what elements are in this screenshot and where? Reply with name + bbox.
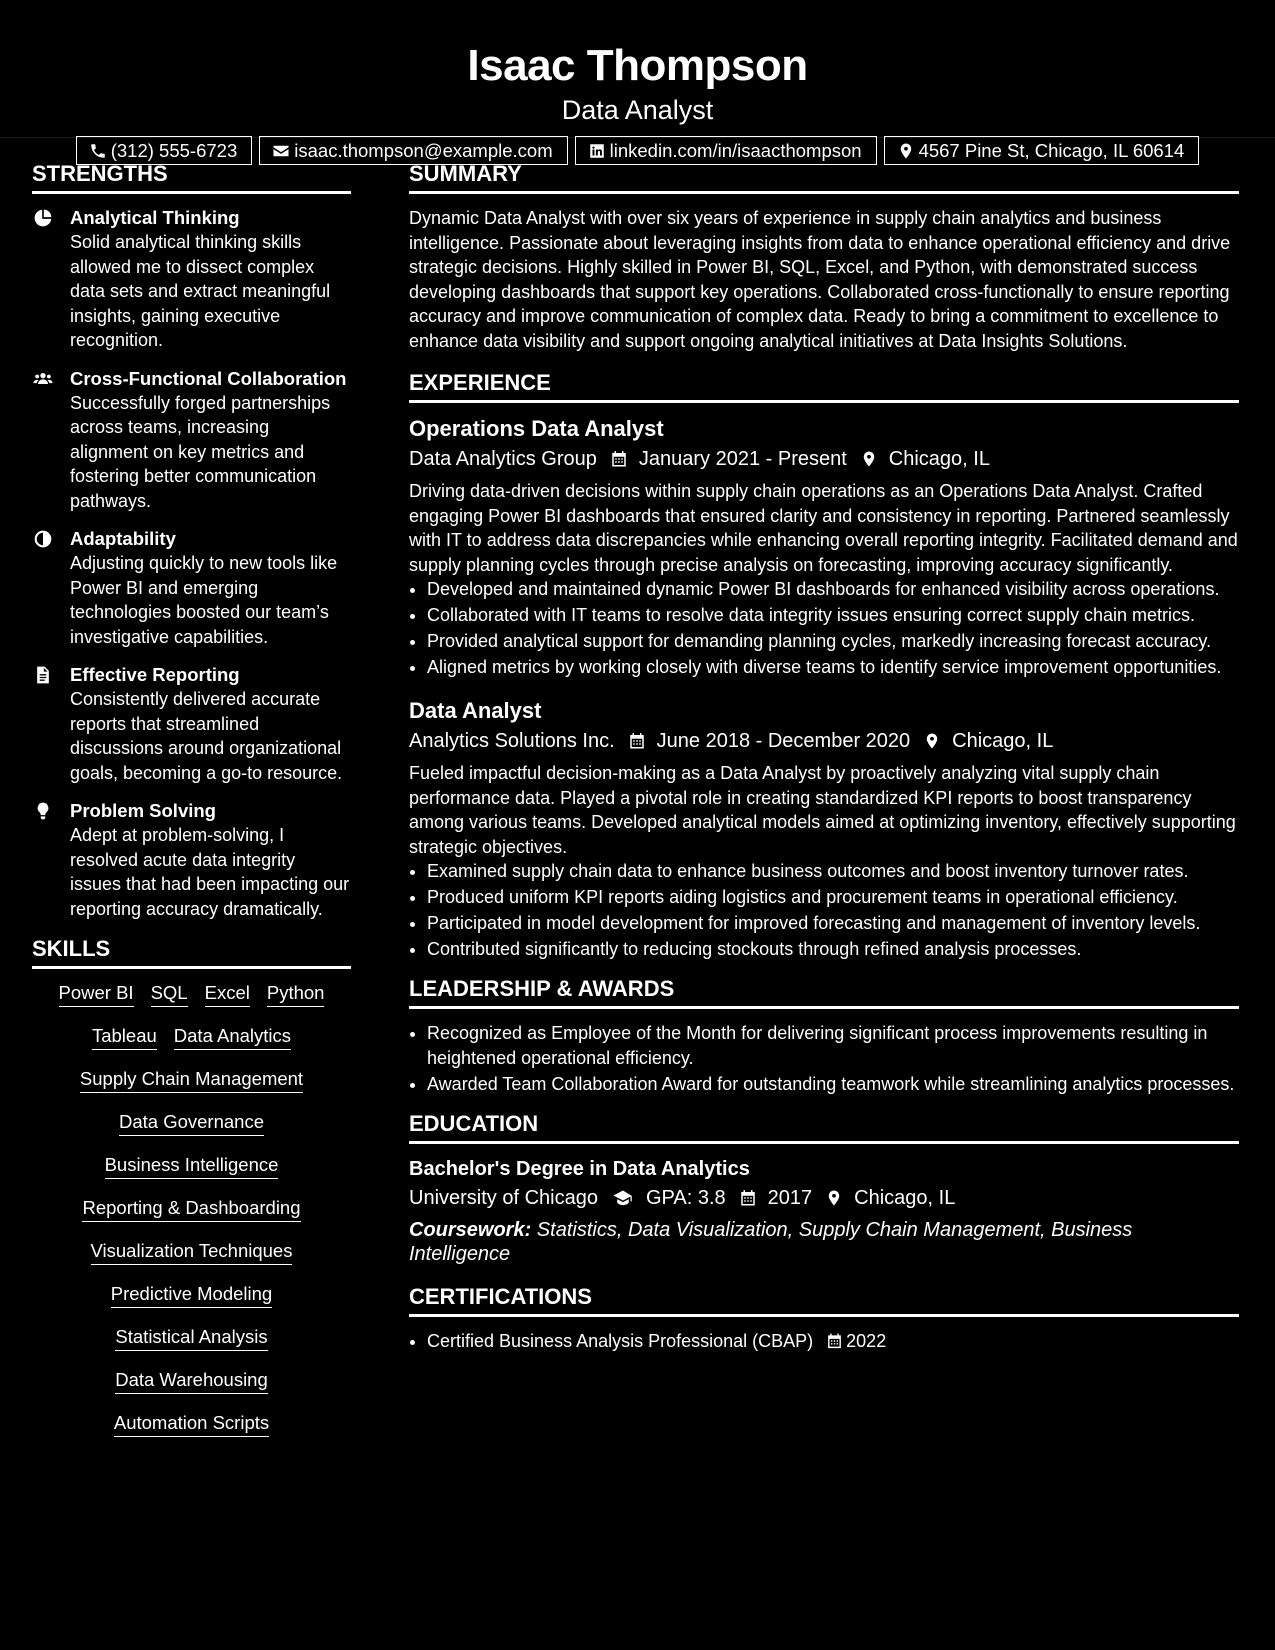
cert-name: • Certified Business Analysis Professional (CBAP)	[427, 1330, 814, 1351]
list-item: • Aligned metrics by working closely with diverse teams to identify service improvement opportunities.	[427, 655, 1239, 680]
coursework	[409, 1218, 1239, 1267]
list-item: • Examined supply chain data to enhance business outcomes and boost inventory turnover rates.	[427, 859, 1239, 884]
education-location: Chicago, IL	[854, 1186, 956, 1209]
summary-heading: SUMMARY	[409, 160, 1239, 194]
strength-item	[32, 527, 351, 649]
strength-item	[32, 367, 351, 514]
skill-tag: Excel	[205, 981, 250, 1007]
strength-title: Adaptability	[70, 528, 176, 549]
resume-header	[0, 0, 1275, 161]
graduation-cap-icon	[611, 1188, 635, 1208]
list-item: • Developed and maintained dynamic Power BI dashboards for enhanced visibility across operations.	[427, 577, 1239, 602]
lightbulb-icon	[32, 801, 54, 821]
skill-tag: Power BI	[59, 981, 134, 1007]
skills-list	[32, 981, 351, 1437]
coursework-text: Statistics, Data Visualization, Supply Chain Management, Business Intelligence	[409, 1218, 1133, 1265]
job-title: Data Analyst	[409, 698, 542, 723]
map-pin-icon	[923, 731, 941, 751]
list-item: • Produced uniform KPI reports aiding logistics and procurement teams in operational efficiency.	[427, 885, 1239, 910]
list-item: • Awarded Team Collaboration Award for outstanding teamwork while streamlining analytics processes.	[427, 1072, 1239, 1097]
education-item	[409, 1156, 1239, 1267]
degree-title: Bachelor's Degree in Data Analytics	[409, 1157, 750, 1180]
strength-title: Problem Solving	[70, 800, 216, 821]
linkedin-text: linkedin.com/in/isaacthompson	[609, 139, 862, 161]
adjust-icon	[32, 529, 54, 549]
strength-desc: Successfully forged partnerships across teams, increasing alignment on key metrics and fostering better communication pathways.	[70, 392, 331, 511]
coursework-label: Coursework:	[409, 1218, 532, 1241]
email-text: isaac.thompson@example.com	[294, 139, 553, 161]
strength-item	[32, 206, 351, 353]
skill-tag: Visualization Techniques	[91, 1239, 293, 1265]
strength-desc: Solid analytical thinking skills allowed me to dissect complex data sets and extract meaningful insights, gaining executive recognition.	[70, 232, 331, 350]
skill-tag: SQL	[151, 981, 188, 1007]
certifications-list	[409, 1329, 1239, 1354]
job-title: Operations Data Analyst	[409, 416, 664, 441]
calendar-icon	[826, 1332, 843, 1350]
leadership-list	[409, 1021, 1239, 1096]
job-description: Driving data-driven decisions within supply chain operations as an Operations Data Analyst. Crafted engaging Power BI dashboards that ensured clarity and consistency in reporting. Partnered seamlessly with IT to address data discrepancies while enhancing overall reporting integrity. Facilitated demand and supply planning cycles through precise analysis on forecasting, improving accuracy significantly.	[409, 481, 1238, 575]
experience-heading: EXPERIENCE	[409, 369, 1239, 403]
list-item: • Provided analytical support for demanding planning cycles, markedly increasing forecast accuracy.	[427, 629, 1239, 654]
strength-desc: Adept at problem-solving, I resolved acute data integrity issues that had been impacting our reporting accuracy dramatically.	[70, 825, 350, 919]
leadership-heading: LEADERSHIP & AWARDS	[409, 975, 1239, 1009]
graduation-year: 2017	[767, 1186, 813, 1209]
phone-text: (312) 555-6723	[110, 139, 238, 161]
job-location: Chicago, IL	[888, 448, 990, 470]
skills-heading: SKILLS	[32, 935, 351, 969]
summary-text: Dynamic Data Analyst with over six years of experience in supply chain analytics and business intelligence. Passionate about leveraging insights from data to enhance operational efficiency and drive strategic decisions. Highly skilled in Power BI, SQL, Excel, and Python, with demonstrated success developing dashboards that support key operations. Collaborated cross-functionally to ensure reporting accuracy and improve communication of complex data. Ready to bring a commitment to excellence to enhance data visibility and support ongoing analytical initiatives at Data Insights Solutions.	[409, 208, 1231, 351]
skill-tag: Data Governance	[119, 1110, 264, 1136]
strength-title: Analytical Thinking	[70, 207, 240, 228]
skill-tag: Statistical Analysis	[115, 1325, 267, 1351]
education-heading: EDUCATION	[409, 1110, 1239, 1144]
company-name: Data Analytics Group	[409, 448, 597, 470]
right-column	[409, 138, 1239, 1454]
school-name: University of Chicago	[409, 1186, 598, 1209]
skill-tag: Automation Scripts	[114, 1411, 269, 1437]
strength-item	[32, 663, 351, 785]
map-pin-icon	[825, 1188, 843, 1208]
chart-pie-icon	[32, 208, 54, 228]
job-location: Chicago, IL	[952, 730, 1054, 752]
skill-tag: Business Intelligence	[105, 1153, 279, 1179]
candidate-role: Data Analyst	[561, 95, 714, 125]
document-icon	[32, 665, 54, 685]
strengths-heading: STRENGTHS	[32, 160, 351, 194]
list-item: • Participated in model development for improved forecasting and management of inventory levels.	[427, 911, 1239, 936]
address-text: 4567 Pine St, Chicago, IL 60614	[918, 139, 1185, 161]
job-bullets	[409, 577, 1239, 680]
users-icon	[32, 369, 54, 389]
calendar-icon	[610, 449, 628, 469]
skill-tag: Data Warehousing	[115, 1368, 268, 1394]
strength-title: Effective Reporting	[70, 664, 240, 685]
experience-item	[409, 415, 1239, 680]
job-dates: January 2021 - Present	[638, 448, 847, 470]
strength-item	[32, 799, 351, 921]
gpa-text: GPA: 3.8	[645, 1186, 726, 1209]
skill-tag: Supply Chain Management	[80, 1067, 303, 1093]
company-name: Analytics Solutions Inc.	[409, 730, 615, 752]
left-column	[32, 138, 351, 1454]
certifications-heading: CERTIFICATIONS	[409, 1283, 1239, 1317]
map-pin-icon	[860, 449, 878, 469]
list-item: • Contributed significantly to reducing stockouts through refined analysis processes.	[427, 937, 1239, 962]
list-item	[427, 1329, 1239, 1354]
list-item: • Recognized as Employee of the Month for delivering significant process improvements resulting in heightened operational efficiency.	[427, 1021, 1239, 1070]
skill-tag: Tableau	[92, 1024, 157, 1050]
skill-tag: Data Analytics	[174, 1024, 291, 1050]
job-meta	[409, 727, 1239, 755]
job-description: Fueled impactful decision-making as a Data Analyst by proactively analyzing vital supply chain performance data. Played a pivotal role in creating standardized KPI reports to boost transparency among various teams. Developed analytical models aimed at optimizing inventory, effectively supporting strategic objectives.	[409, 763, 1236, 857]
calendar-icon	[628, 731, 646, 751]
skill-tag: Predictive Modeling	[111, 1282, 272, 1308]
job-dates: June 2018 - December 2020	[656, 730, 911, 752]
experience-item	[409, 697, 1239, 962]
skill-tag: Python	[267, 981, 325, 1007]
calendar-icon	[739, 1188, 757, 1208]
strength-title: Cross-Functional Collaboration	[70, 367, 347, 389]
strength-desc: Consistently delivered accurate reports that streamlined discussions around organizational goals, becoming a go-to resource.	[70, 689, 343, 783]
strength-desc: Adjusting quickly to new tools like Power BI and emerging technologies boosted our team’s investigative capabilities.	[70, 553, 338, 647]
education-meta	[409, 1184, 1239, 1212]
list-item: • Collaborated with IT teams to resolve data integrity issues ensuring correct supply chain metrics.	[427, 603, 1239, 628]
candidate-name: Isaac Thompson	[467, 41, 808, 90]
job-meta	[409, 445, 1239, 473]
cert-year: 2022	[846, 1330, 887, 1351]
job-bullets	[409, 859, 1239, 962]
skill-tag: Reporting & Dashboarding	[82, 1196, 300, 1222]
